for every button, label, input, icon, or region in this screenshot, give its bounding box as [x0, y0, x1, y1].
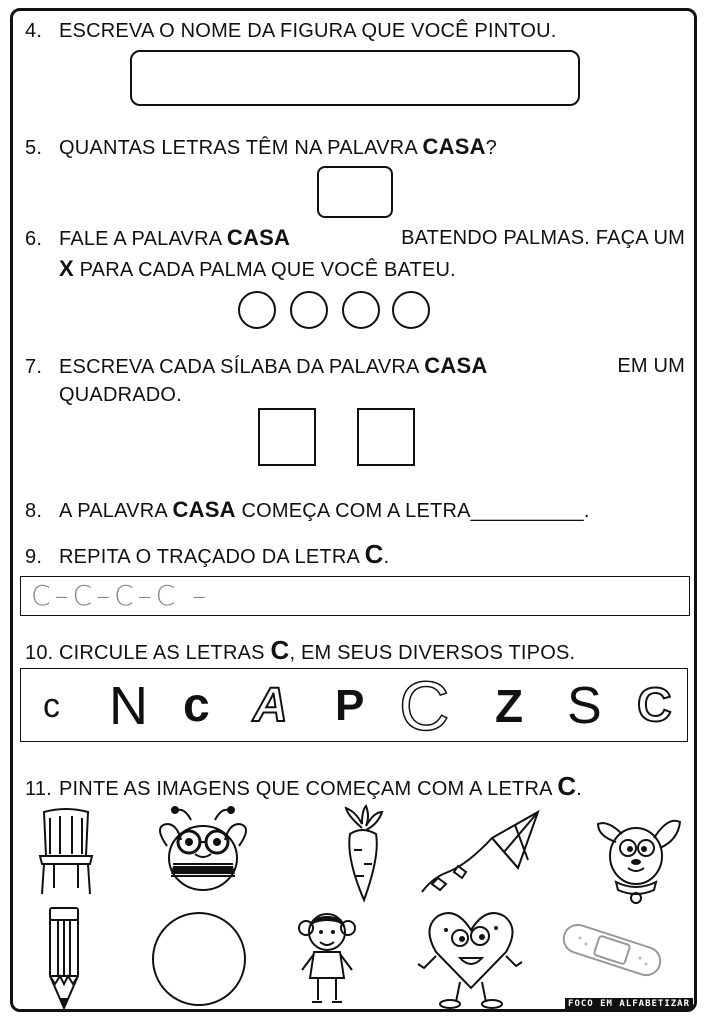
circle-image[interactable]: [150, 910, 248, 1008]
answer-box-letter-count[interactable]: [317, 166, 393, 218]
syllable-box-1[interactable]: [258, 408, 316, 466]
letter-c-thin[interactable]: C: [399, 667, 450, 745]
question-4: 4. ESCREVA O NOME DA FIGURA QUE VOCÊ PINTOU.: [25, 20, 557, 42]
question-9: 9. REPITA O TRAÇADO DA LETRA C.: [25, 539, 390, 569]
letters-strip: [20, 667, 688, 745]
pencil-image[interactable]: [44, 906, 84, 1010]
letter-c-bold[interactable]: c: [183, 679, 210, 732]
rabbit-image[interactable]: [594, 812, 682, 906]
letter-c-small[interactable]: c: [43, 687, 60, 725]
girl-image[interactable]: [294, 906, 360, 1006]
question-6-line2: X PARA CADA PALMA QUE VOCÊ BATEU.: [59, 256, 456, 281]
question-8: 8. A PALAVRA CASA COMEÇA COM A LETRA__________.: [25, 497, 590, 522]
clap-circle-4[interactable]: [392, 291, 430, 329]
tracing-strip[interactable]: [20, 576, 690, 616]
clap-circle-3[interactable]: [342, 291, 380, 329]
letter-n[interactable]: N: [109, 676, 148, 736]
question-6-line1: 6. FALE A PALAVRA CASA BATENDO PALMAS. FAÇA UM: [25, 225, 685, 250]
answer-box-figure-name[interactable]: [130, 50, 580, 106]
question-11: 11. PINTE AS IMAGENS QUE COMEÇAM COM A LETRA C.: [25, 771, 583, 801]
bandage-image[interactable]: [556, 918, 668, 984]
letter-c-outline[interactable]: C: [637, 679, 672, 732]
question-7-line2: QUADRADO.: [59, 384, 182, 406]
clap-circle-1[interactable]: [238, 291, 276, 329]
carrot-image[interactable]: [340, 806, 386, 902]
kite-image[interactable]: [418, 808, 544, 900]
clap-circle-2[interactable]: [290, 291, 328, 329]
syllable-box-2[interactable]: [357, 408, 415, 466]
heart-image[interactable]: [416, 906, 526, 1010]
question-10: 10. CIRCULE AS LETRAS C, EM SEUS DIVERSOS TIPOS.: [25, 635, 576, 665]
letter-p[interactable]: P: [335, 681, 365, 730]
tracing-letters: C–C–C–C –: [31, 579, 211, 612]
question-5: 5. QUANTAS LETRAS TÊM NA PALAVRA CASA?: [25, 134, 497, 159]
chair-image[interactable]: [36, 808, 96, 896]
question-7-line1: 7. ESCREVA CADA SÍLABA DA PALAVRA CASA EM UM: [25, 353, 685, 378]
bee-image[interactable]: [155, 806, 251, 896]
letter-z[interactable]: Z: [495, 680, 524, 732]
watermark-badge: FOCO EM ALFABETIZAR: [565, 998, 693, 1010]
letter-a-outline[interactable]: A: [253, 679, 288, 732]
letter-s[interactable]: S: [567, 677, 602, 735]
